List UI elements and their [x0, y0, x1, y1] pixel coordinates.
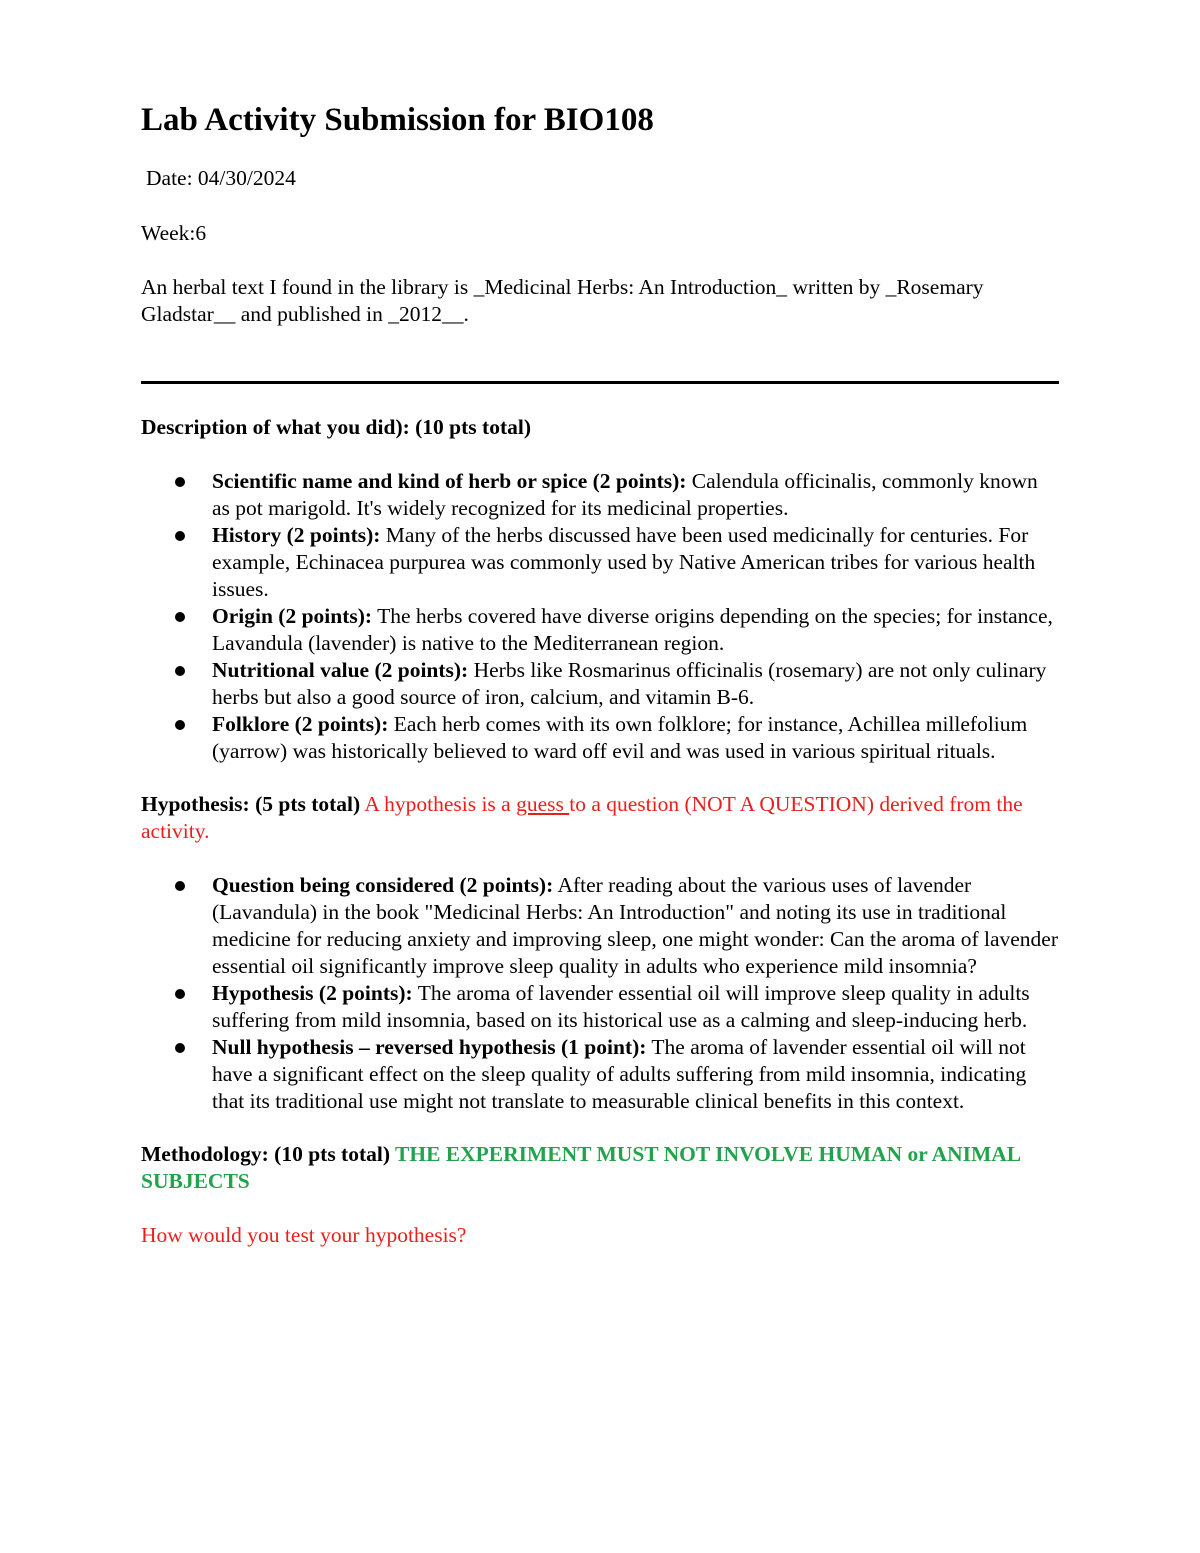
methodology-question: How would you test your hypothesis?	[141, 1223, 467, 1247]
week-line: Week:6	[141, 221, 207, 245]
bullet-icon	[175, 477, 185, 487]
item-text: Each herb comes with its own folklore; for instance, Achillea millefolium (yarrow) was historically believed to ward off evil and was used in various spiritual rituals.	[212, 712, 1028, 763]
herbal-published-in: and published in	[235, 302, 389, 326]
item-label: Hypothesis (2 points):	[212, 981, 413, 1005]
hypothesis-heading: Hypothesis: (5 pts total)	[141, 792, 361, 816]
bullet-icon	[175, 612, 185, 622]
description-heading: Description of what you did): (10 pts total)	[141, 415, 531, 439]
horizontal-divider	[141, 381, 1059, 384]
item-label: Nutritional value (2 points):	[212, 658, 469, 682]
date-line: Date: 04/30/2024	[146, 166, 296, 190]
bullet-icon	[175, 666, 185, 676]
hypothesis-list	[141, 872, 1059, 1115]
item-text: Many of the herbs discussed have been used medicinally for centuries. For example, Echinacea purpurea was commonly used by Native American tribes for various health issues.	[212, 523, 1036, 601]
page-title: Lab Activity Submission for BIO108	[141, 102, 654, 138]
list-item	[141, 657, 1059, 711]
herbal-text-paragraph	[141, 274, 1059, 328]
item-text: The herbs covered have diverse origins depending on the species; for instance, Lavandula (lavender) is native to the Mediterranean region.	[212, 604, 1053, 655]
description-list	[141, 468, 1059, 765]
list-item	[141, 872, 1059, 980]
item-text: Calendula officinalis, commonly known as pot marigold. It's widely recognized for its medicinal properties.	[212, 469, 1038, 520]
herbal-written-by: written by	[787, 275, 886, 299]
methodology-heading: Methodology: (10 pts total)	[141, 1142, 391, 1166]
herbal-prefix: An herbal text I found in the library is	[141, 275, 474, 299]
item-text: The aroma of lavender essential oil will not have a significant effect on the sleep quality of adults suffering from mild insomnia, indicating that its traditional use might not translate to measurable clinical benefits in this context.	[212, 1035, 1027, 1113]
list-item	[141, 522, 1059, 603]
item-label: Origin (2 points):	[212, 604, 373, 628]
hypothesis-note-before: A hypothesis is a	[360, 792, 517, 816]
bullet-icon	[175, 881, 185, 891]
publication-year: _2012__	[388, 302, 464, 326]
book-author: _Rosemary Gladstar__	[141, 275, 984, 326]
list-item	[141, 711, 1059, 765]
list-item	[141, 468, 1059, 522]
item-label: History (2 points):	[212, 523, 381, 547]
methodology-warning: THE EXPERIMENT MUST NOT INVOLVE HUMAN or ANIMAL SUBJECTS	[141, 1142, 1020, 1193]
list-item	[141, 603, 1059, 657]
hypothesis-note-after: to a question (NOT A QUESTION) derived from the activity.	[141, 792, 1023, 843]
item-label: Question being considered (2 points):	[212, 873, 554, 897]
bullet-icon	[175, 720, 185, 730]
item-label: Null hypothesis – reversed hypothesis (1 point):	[212, 1035, 647, 1059]
book-title: _Medicinal Herbs: An Introduction_	[473, 275, 788, 299]
item-label: Scientific name and kind of herb or spice (2 points):	[212, 469, 687, 493]
bullet-icon	[175, 531, 185, 541]
hypothesis-note-underlined: guess	[516, 792, 570, 816]
herbal-end: .	[463, 302, 469, 326]
list-item	[141, 1034, 1059, 1115]
hypothesis-paragraph	[141, 791, 1059, 845]
list-item	[141, 980, 1059, 1034]
document-page	[141, 98, 1059, 1249]
bullet-icon	[175, 1043, 185, 1053]
bullet-icon	[175, 989, 185, 999]
item-text: After reading about the various uses of lavender (Lavandula) in the book "Medicinal Herbs: An Introduction" and noting its use in traditional medicine for reducing anxiety and improving sleep, one might wonder: Can the aroma of lavender essential oil significantly improve sleep quality in adults who experience mild insomnia?	[212, 873, 1058, 978]
item-label: Folklore (2 points):	[212, 712, 389, 736]
item-text: Herbs like Rosmarinus officinalis (rosemary) are not only culinary herbs but also a good source of iron, calcium, and vitamin B-6.	[212, 658, 1047, 709]
item-text: The aroma of lavender essential oil will improve sleep quality in adults suffering from mild insomnia, based on its historical use as a calming and sleep-inducing herb.	[212, 981, 1030, 1032]
methodology-paragraph	[141, 1141, 1059, 1195]
